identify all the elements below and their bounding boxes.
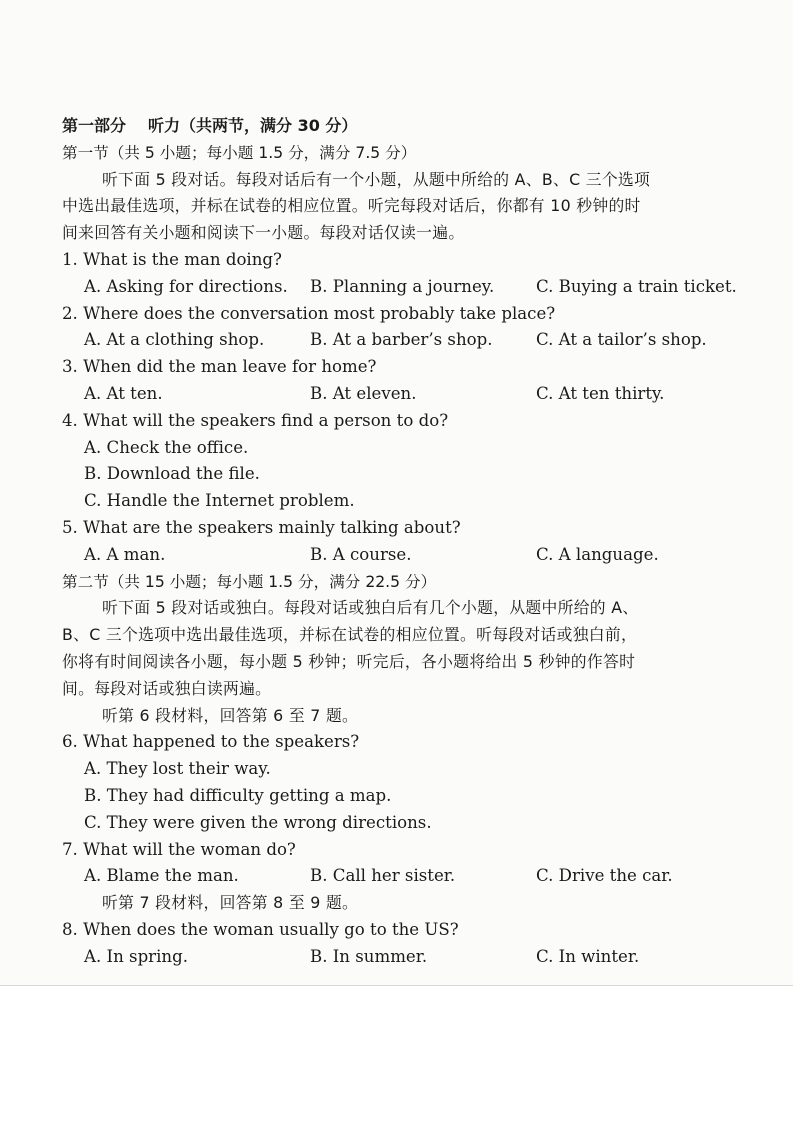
section1-instruction-line: 听下面 5 段对话。每段对话后有一个小题，从题中所给的 A、B、C 三个选项: [102, 169, 651, 189]
option-row: [62, 542, 774, 569]
option-c: C. Drive the car.: [536, 866, 673, 886]
option-a: A. A man.: [84, 544, 166, 564]
part-title: 第一部分: [62, 116, 127, 135]
option-row: [62, 381, 774, 408]
exam-content: [62, 113, 774, 971]
option-c: C. A language.: [536, 544, 659, 564]
question-stem: 8. When does the woman usually go to the US?: [62, 919, 459, 939]
option-b: B. Planning a journey.: [310, 276, 495, 296]
section1-instruction-line: 中选出最佳选项，并标在试卷的相应位置。听完每段对话后，你都有 10 秒钟的时: [62, 196, 641, 216]
option-b: B. They had difficulty getting a map.: [84, 785, 392, 805]
question-stem: 2. Where does the conversation most probably take place?: [62, 303, 556, 323]
question-stem: 7. What will the woman do?: [62, 839, 296, 859]
option-b: B. In summer.: [310, 946, 428, 966]
section2-instruction-line: B、C 三个选项中选出最佳选项，并标在试卷的相应位置。听每段对话或独白前，: [62, 625, 638, 645]
option-b: B. Download the file.: [84, 464, 260, 484]
question-stem: 3. When did the man leave for home?: [62, 357, 377, 377]
option-b: B. At eleven.: [310, 383, 417, 403]
material-instruction: 听第 6 段材料，回答第 6 至 7 题。: [102, 705, 359, 725]
section2-instruction-line: 你将有时间阅读各小题，每小题 5 秒钟；听完后，各小题将给出 5 秒钟的作答时: [62, 651, 636, 671]
option-a: A. They lost their way.: [84, 759, 271, 779]
option-a: A. Asking for directions.: [84, 276, 288, 296]
option-row: [62, 327, 774, 354]
option-c: C. Buying a train ticket.: [536, 276, 737, 296]
option-c: C. In winter.: [536, 946, 640, 966]
option-row: [62, 274, 774, 301]
question-stem: 4. What will the speakers find a person to do?: [62, 410, 449, 430]
option-c: C. They were given the wrong directions.: [84, 812, 432, 832]
question-stem: 6. What happened to the speakers?: [62, 732, 360, 752]
section2-instruction-line: 听下面 5 段对话或独白。每段对话或独白后有几个小题，从题中所给的 A、: [102, 598, 639, 618]
material-instruction: 听第 7 段材料，回答第 8 至 9 题。: [102, 893, 359, 913]
option-a: A. At a clothing shop.: [84, 330, 265, 350]
option-a: A. Check the office.: [84, 437, 249, 457]
option-c: C. Handle the Internet problem.: [84, 491, 355, 511]
section2-instruction-line: 间。每段对话或独白读两遍。: [62, 678, 272, 698]
option-row: [62, 863, 774, 890]
option-b: B. Call her sister.: [310, 866, 456, 886]
section1-heading: 第一节（共 5 小题；每小题 1.5 分，满分 7.5 分）: [62, 143, 417, 162]
option-c: C. At ten thirty.: [536, 383, 665, 403]
option-a: A. In spring.: [84, 946, 189, 966]
question-stem: 1. What is the man doing?: [62, 249, 282, 269]
part-heading: [62, 113, 774, 140]
option-a: A. At ten.: [84, 383, 163, 403]
option-b: B. A course.: [310, 544, 412, 564]
question-stem: 5. What are the speakers mainly talking about?: [62, 517, 461, 537]
option-row: [62, 944, 774, 971]
option-b: B. At a barber’s shop.: [310, 330, 493, 350]
option-a: A. Blame the man.: [84, 866, 239, 886]
option-c: C. At a tailor’s shop.: [536, 330, 707, 350]
section2-heading: 第二节（共 15 小题；每小题 1.5 分，满分 22.5 分）: [62, 572, 437, 591]
part-subtitle: 听力（共两节，满分 30 分）: [148, 116, 358, 135]
section1-instruction-line: 间来回答有关小题和阅读下一小题。每段对话仅读一遍。: [62, 223, 465, 243]
